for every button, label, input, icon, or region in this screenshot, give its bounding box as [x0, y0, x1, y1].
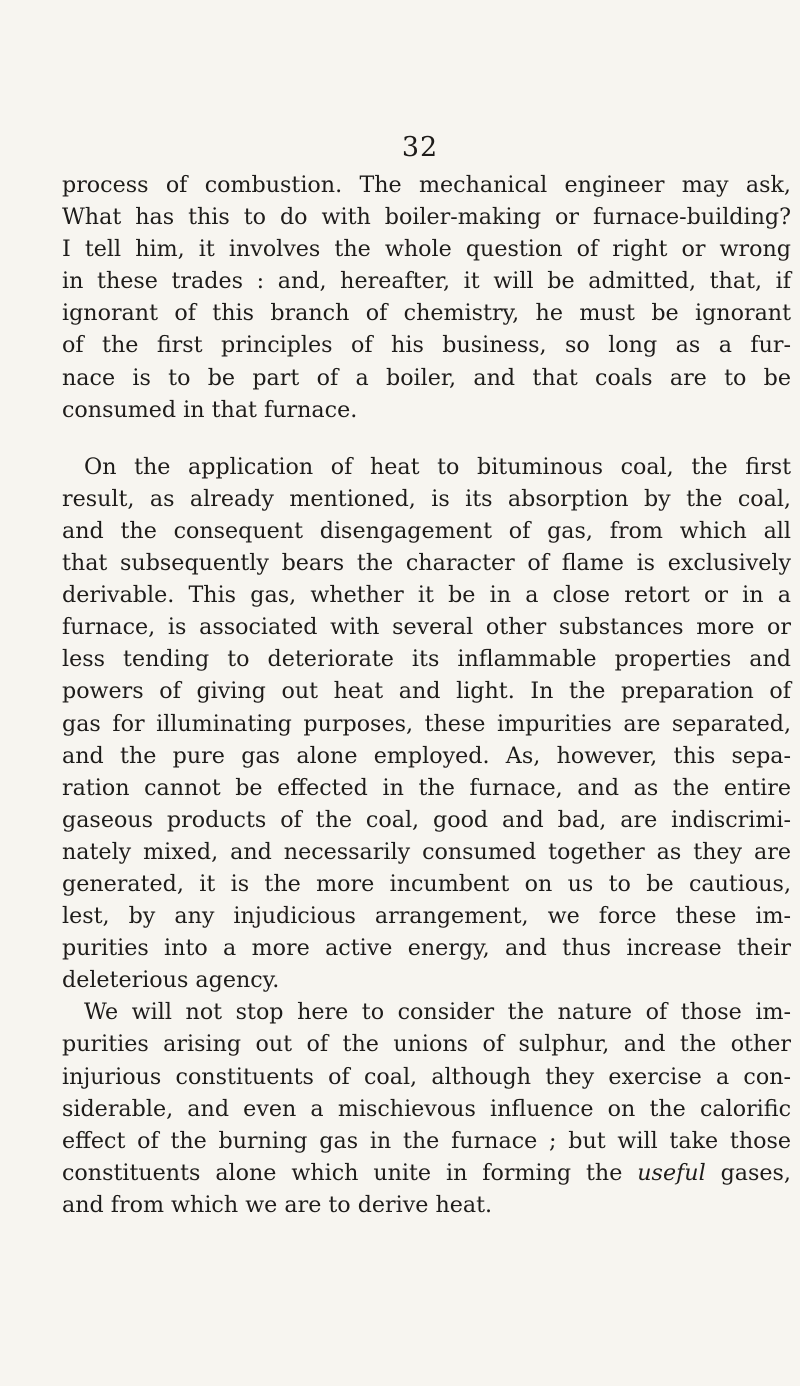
italic-word: useful — [637, 1159, 706, 1186]
text-line: gas for illuminating purposes, these impurities are separated, — [62, 710, 791, 737]
text-line: powers of giving out heat and light. In the preparation of — [62, 678, 791, 705]
text-line: furnace, is associated with several other substances more or — [62, 614, 791, 641]
paragraph-1 — [62, 169, 791, 426]
text-line: deleterious agency. — [62, 967, 280, 994]
text-line-with-italic — [62, 1157, 791, 1189]
text-line: and the pure gas alone employed. As, however, this sepa- — [62, 742, 791, 769]
text-line: and from which we are to derive heat. — [62, 1191, 493, 1218]
text-line: injurious constituents of coal, although they exercise a con- — [62, 1063, 791, 1090]
text-line: On the application of heat to bituminous coal, the first — [84, 453, 791, 480]
body-text — [62, 169, 791, 1221]
text-line: consumed in that furnace. — [62, 396, 358, 423]
text-segment: constituents alone which unite in forming the — [62, 1159, 623, 1186]
text-line: I tell him, it involves the whole question of right or wrong — [62, 236, 791, 263]
paragraph-2 — [62, 451, 791, 997]
text-line: siderable, and even a mischievous influence on the calorific — [62, 1095, 791, 1122]
text-line: derivable. This gas, whether it be in a close retort or in a — [62, 582, 791, 609]
text-line: result, as already mentioned, is its absorption by the coal, — [62, 485, 791, 512]
text-line: gaseous products of the coal, good and bad, are indiscrimi- — [62, 806, 791, 833]
text-line: of the first principles of his business, so long as a fur- — [62, 332, 791, 359]
text-line: nace is to be part of a boiler, and that coals are to be — [62, 364, 791, 391]
text-line: generated, it is the more incumbent on us to be cautious, — [62, 870, 791, 897]
text-line: purities into a more active energy, and thus increase their — [62, 935, 791, 962]
text-line: What has this to do with boiler-making or furnace-building? — [62, 204, 791, 231]
text-line: purities arising out of the unions of sulphur, and the other — [62, 1031, 791, 1058]
text-line: We will not stop here to consider the nature of those im- — [84, 999, 791, 1026]
text-segment: gases, — [720, 1159, 791, 1186]
text-line: that subsequently bears the character of flame is exclusively — [62, 550, 791, 577]
text-line: lest, by any injudicious arrangement, we force these im- — [62, 903, 791, 930]
text-line: and the consequent disengagement of gas, from which all — [62, 517, 791, 544]
text-line: process of combustion. The mechanical engineer may ask, — [62, 172, 791, 198]
text-line: ignorant of this branch of chemistry, he must be ignorant — [62, 300, 791, 327]
page-number: 32 — [401, 132, 439, 163]
text-line: less tending to deteriorate its inflammable properties and — [62, 646, 791, 673]
text-line: ration cannot be effected in the furnace, and as the entire — [62, 774, 791, 801]
paragraph-gap — [62, 426, 791, 451]
text-line: nately mixed, and necessarily consumed together as they are — [62, 838, 791, 865]
text-line: in these trades : and, hereafter, it will be admitted, that, if — [62, 268, 791, 295]
paragraph-3 — [62, 996, 791, 1221]
text-line: effect of the burning gas in the furnace ; but will take those — [62, 1127, 791, 1154]
